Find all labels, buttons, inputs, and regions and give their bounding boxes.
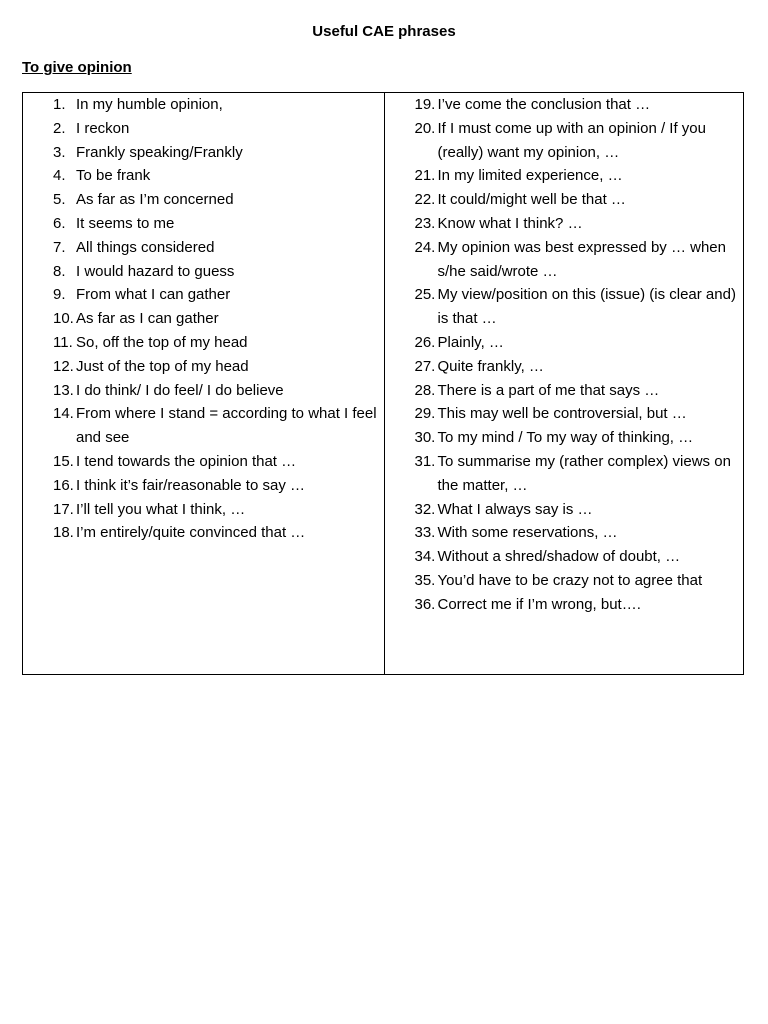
item-text: To my mind / To my way of thinking, … <box>437 429 694 447</box>
list-item <box>385 212 744 236</box>
item-number: 28. <box>414 381 436 399</box>
item-text: From where I stand = according to what I feel and see <box>76 405 377 447</box>
item-number: 31. <box>414 452 436 470</box>
item-text: There is a part of me that says … <box>437 381 660 399</box>
item-text: It seems to me <box>76 214 175 232</box>
list-item <box>385 593 744 617</box>
list-item <box>385 188 744 212</box>
item-number: 13. <box>53 381 74 399</box>
item-text: Frankly speaking/Frankly <box>76 143 243 161</box>
item-text: So, off the top of my head <box>76 333 248 351</box>
item-number: 7. <box>53 238 66 256</box>
item-number: 20. <box>414 119 436 137</box>
item-number: 29. <box>414 405 436 423</box>
item-number: 2. <box>53 119 66 137</box>
item-number: 9. <box>53 286 66 304</box>
phrase-list-left <box>23 93 384 545</box>
item-number: 6. <box>53 214 66 232</box>
item-number: 17. <box>53 500 74 518</box>
item-text: What I always say is … <box>437 500 593 518</box>
item-text: To be frank <box>76 167 151 185</box>
list-item <box>23 141 384 165</box>
item-text: My view/position on this (issue) (is clear and) is that … <box>437 286 736 328</box>
item-text: It could/might well be that … <box>437 191 626 209</box>
item-text: As far as I’m concerned <box>76 191 234 209</box>
item-text: Quite frankly, … <box>437 357 544 375</box>
list-item <box>23 93 384 117</box>
list-item <box>385 498 744 522</box>
list-item <box>385 355 744 379</box>
list-item <box>23 474 384 498</box>
item-number: 36. <box>414 595 436 613</box>
item-text: I would hazard to guess <box>76 262 235 280</box>
list-item <box>23 212 384 236</box>
item-text: I’ve come the conclusion that … <box>437 96 651 113</box>
item-number: 14. <box>53 405 74 423</box>
phrase-table <box>22 92 744 675</box>
document-title: Useful CAE phrases <box>312 23 456 40</box>
item-text: I’m entirely/quite convinced that … <box>76 524 306 542</box>
list-item <box>23 450 384 474</box>
item-number: 23. <box>414 214 436 232</box>
item-number: 3. <box>53 143 66 161</box>
item-text: This may well be controversial, but … <box>437 405 687 423</box>
item-number: 22. <box>414 191 436 209</box>
item-text: In my limited experience, … <box>437 167 623 185</box>
list-item <box>385 236 744 284</box>
list-item <box>385 117 744 165</box>
list-item <box>23 117 384 141</box>
item-text: In my humble opinion, <box>76 96 223 113</box>
list-item <box>23 402 384 450</box>
item-number: 25. <box>414 286 436 304</box>
item-text: All things considered <box>76 238 215 256</box>
phrase-list-right <box>385 93 744 617</box>
item-number: 18. <box>53 524 74 542</box>
item-number: 12. <box>53 357 74 375</box>
list-item <box>23 307 384 331</box>
item-text: I’ll tell you what I think, … <box>76 500 246 518</box>
left-column <box>23 93 385 674</box>
item-text: My opinion was best expressed by … when s/he said/wrote … <box>437 238 726 280</box>
item-text: I think it’s fair/reasonable to say … <box>76 476 305 494</box>
item-number: 35. <box>414 571 436 589</box>
list-item <box>23 498 384 522</box>
item-text: As far as I can gather <box>76 310 219 328</box>
item-number: 16. <box>53 476 74 494</box>
list-item <box>23 331 384 355</box>
list-item <box>385 545 744 569</box>
item-number: 15. <box>53 452 74 470</box>
list-item <box>385 450 744 498</box>
item-number: 24. <box>414 238 436 256</box>
item-number: 8. <box>53 262 66 280</box>
item-number: 21. <box>414 167 436 185</box>
item-number: 30. <box>414 429 436 447</box>
item-text: Without a shred/shadow of doubt, … <box>437 548 681 566</box>
list-item <box>23 283 384 307</box>
item-number: 32. <box>414 500 436 518</box>
list-item <box>23 521 384 545</box>
item-text: With some reservations, … <box>437 524 618 542</box>
item-number: 26. <box>414 333 436 351</box>
list-item <box>23 188 384 212</box>
item-text: You’d have to be crazy not to agree that <box>437 571 703 589</box>
list-item <box>23 164 384 188</box>
list-item <box>385 569 744 593</box>
item-text: From what I can gather <box>76 286 231 304</box>
item-number: 4. <box>53 167 66 185</box>
item-number: 27. <box>414 357 436 375</box>
item-number: 5. <box>53 191 66 209</box>
right-column <box>385 93 744 674</box>
list-item <box>385 331 744 355</box>
item-number: 11. <box>53 333 73 351</box>
item-text: Correct me if I’m wrong, but…. <box>437 595 641 613</box>
item-text: I do think/ I do feel/ I do believe <box>76 381 284 399</box>
list-item <box>385 93 744 117</box>
list-item <box>385 426 744 450</box>
section-heading: To give opinion <box>22 59 132 76</box>
item-number: 34. <box>414 548 436 566</box>
item-text: Just of the top of my head <box>76 357 249 375</box>
item-number: 33. <box>414 524 436 542</box>
list-item <box>23 379 384 403</box>
item-text: Know what I think? … <box>437 214 583 232</box>
list-item <box>23 236 384 260</box>
list-item <box>385 283 744 331</box>
list-item <box>385 164 744 188</box>
item-number: 19. <box>414 96 436 113</box>
item-text: If I must come up with an opinion / If you (really) want my opinion, … <box>437 119 706 161</box>
list-item <box>385 402 744 426</box>
item-number: 1. <box>53 96 66 113</box>
item-text: I reckon <box>76 119 130 137</box>
item-number: 10. <box>53 310 74 328</box>
item-text: I tend towards the opinion that … <box>76 452 297 470</box>
list-item <box>385 521 744 545</box>
list-item <box>23 355 384 379</box>
item-text: Plainly, … <box>437 333 504 351</box>
item-text: To summarise my (rather complex) views on the matter, … <box>437 452 731 494</box>
list-item <box>23 260 384 284</box>
list-item <box>385 379 744 403</box>
